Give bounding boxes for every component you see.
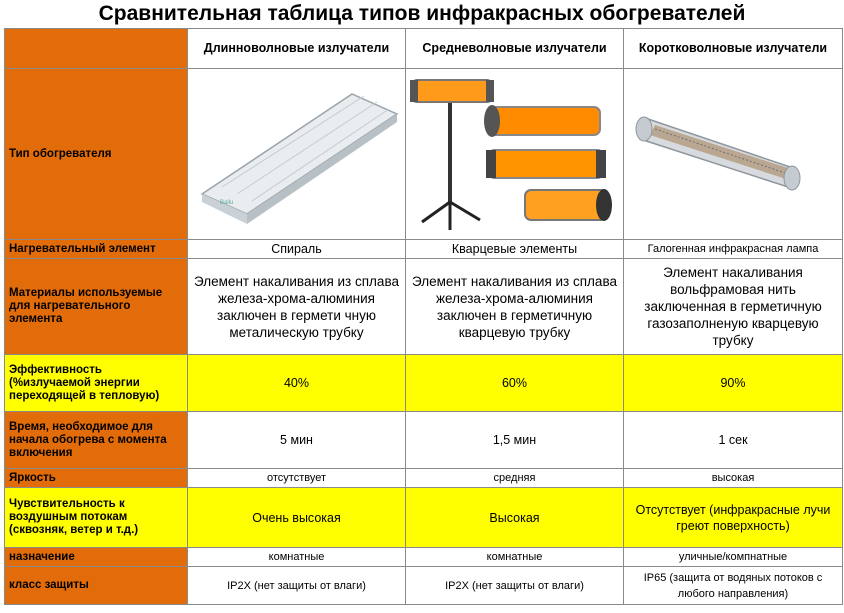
- table-row: [5, 488, 843, 548]
- cell-purpose-short: уличные/компнатные: [624, 548, 843, 567]
- row-label-protection-class: класс защиты: [5, 567, 188, 605]
- column-header-medium-wave: Средневолновые излучатели: [406, 29, 624, 69]
- svg-text:Ballu: Ballu: [219, 200, 233, 206]
- row-label-purpose: назначение: [5, 548, 188, 567]
- cell-efficiency-medium: 60%: [406, 355, 624, 412]
- cell-efficiency-short: 90%: [624, 355, 843, 412]
- cell-brightness-medium: средняя: [406, 469, 624, 488]
- comparison-table: [4, 28, 843, 605]
- cell-warmup-short: 1 сек: [624, 412, 843, 469]
- header-row: [5, 29, 843, 69]
- cell-warmup-long: 5 мин: [188, 412, 406, 469]
- cell-air-sensitivity-short: Отсутствует (инфракрасные лучи греют поверхность): [624, 488, 843, 548]
- cell-heating-element-medium: Кварцевые элементы: [406, 240, 624, 259]
- cell-brightness-long: отсутствует: [188, 469, 406, 488]
- table-row: [5, 469, 843, 488]
- row-label-air-sensitivity: Чувствительность к воздушным потокам (сквозняк, ветер и т.д.): [5, 488, 188, 548]
- cell-materials-long: Элемент накаливания из сплава железа-хрома-алюминия заключен в гермети чную металическую трубку: [188, 259, 406, 355]
- cell-materials-medium: Элемент накаливания из сплава железа-хрома-алюминия заключен в герметичную кварцевую трубку: [406, 259, 624, 355]
- medium-wave-heater-image: [406, 69, 624, 240]
- cell-purpose-medium: комнатные: [406, 548, 624, 567]
- page-title: Сравнительная таблица типов инфракрасных обогревателей: [98, 2, 746, 25]
- row-label-materials: Материалы используемые для нагревательного элемента: [5, 259, 188, 355]
- column-header-short-wave: Коротковолновые излучатели: [624, 29, 843, 69]
- cell-brightness-short: высокая: [624, 469, 843, 488]
- cell-warmup-medium: 1,5 мин: [406, 412, 624, 469]
- table-row: [5, 355, 843, 412]
- long-wave-heater-image: [188, 69, 406, 240]
- cell-purpose-long: комнатные: [188, 548, 406, 567]
- cell-efficiency-long: 40%: [188, 355, 406, 412]
- table-row: [5, 259, 843, 355]
- row-label-heater-type: Тип обогревателя: [5, 69, 188, 240]
- row-label-heating-element: Нагревательный элемент: [5, 240, 188, 259]
- row-label-brightness: Яркость: [5, 469, 188, 488]
- short-wave-heater-image: [624, 69, 843, 240]
- table-row: [5, 548, 843, 567]
- table-row: [5, 412, 843, 469]
- cell-air-sensitivity-long: Очень высокая: [188, 488, 406, 548]
- cell-heating-element-short: Галогенная инфракрасная лампа: [624, 240, 843, 259]
- row-label-efficiency: Эффективность (%излучаемой энергии переходящей в тепловую): [5, 355, 188, 412]
- table-row: [5, 240, 843, 259]
- cell-air-sensitivity-medium: Высокая: [406, 488, 624, 548]
- cell-protection-long: IP2X (нет защиты от влаги): [188, 567, 406, 605]
- table-row-heater-type: [5, 69, 843, 240]
- cell-protection-medium: IP2X (нет защиты от влаги): [406, 567, 624, 605]
- corner-cell: [5, 29, 188, 69]
- row-label-warmup-time: Время, необходимое для начала обогрева с момента включения: [5, 412, 188, 469]
- cell-protection-short: IP65 (защита от водяных потоков с любого направления): [624, 567, 843, 605]
- table-row: [5, 567, 843, 605]
- column-header-long-wave: Длинноволновые излучатели: [188, 29, 406, 69]
- cell-materials-short: Элемент накаливания вольфрамовая нить заключенная в герметичную газозаполненую кварцевую трубку: [624, 259, 843, 355]
- cell-heating-element-long: Спираль: [188, 240, 406, 259]
